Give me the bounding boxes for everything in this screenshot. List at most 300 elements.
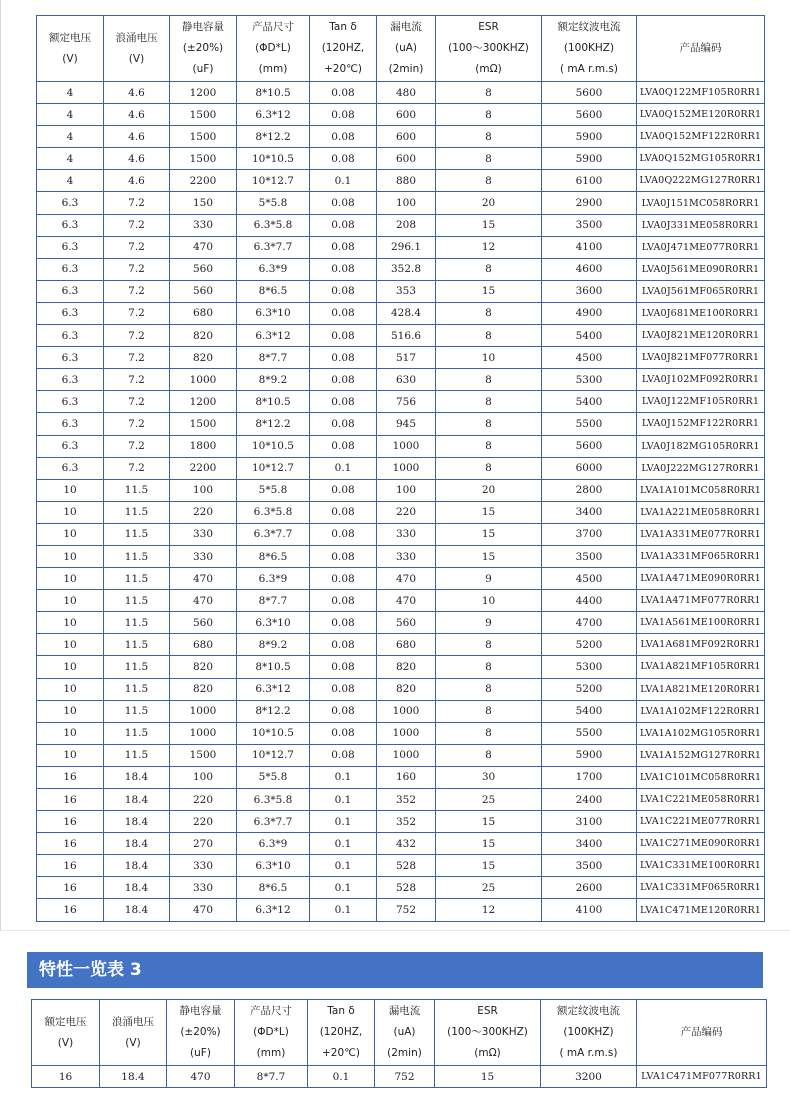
cell-product-size: 8*6.5: [237, 280, 310, 302]
cell-product-size: 10*12.7: [237, 744, 310, 766]
header-line: ( mA r.m.s): [559, 63, 618, 75]
header-line: Tan δ: [327, 1005, 355, 1017]
table-row: [37, 523, 765, 545]
cell-rated-voltage: 6.3: [37, 258, 104, 280]
cell-capacitance: 330: [170, 545, 237, 567]
cell-esr: 8: [436, 700, 542, 722]
cell-leakage-current: 1000: [377, 722, 436, 744]
table-row: [37, 214, 765, 236]
header-line: 静电容量: [179, 1005, 222, 1017]
header-line: Tan δ: [329, 21, 357, 33]
cell-leakage-current: 208: [377, 214, 436, 236]
cell-product-size: 8*7.7: [235, 1066, 308, 1088]
cell-ripple-current: 3600: [542, 280, 637, 302]
cell-product-code: LVA0J182MG105R0RR1: [637, 435, 765, 457]
cell-product-size: 8*7.7: [237, 590, 310, 612]
cell-product-size: 5*5.8: [237, 479, 310, 501]
cell-esr: 10: [436, 347, 542, 369]
header-line: (V): [125, 1036, 141, 1049]
cell-ripple-current: 5900: [542, 744, 637, 766]
cell-rated-voltage: 16: [37, 899, 104, 921]
cell-esr: 8: [436, 722, 542, 744]
cell-product-size: 8*12.2: [237, 126, 310, 148]
cell-esr: 9: [436, 568, 542, 590]
cell-product-size: 6.3*7.7: [237, 811, 310, 833]
cell-capacitance: 330: [170, 523, 237, 545]
cell-leakage-current: 330: [377, 545, 436, 567]
cell-product-size: 6.3*12: [237, 325, 310, 347]
cell-surge-voltage: 7.2: [104, 302, 170, 324]
cell-product-code: LVA0J102MF092R0RR1: [637, 369, 765, 391]
table-row: [37, 126, 765, 148]
table-row: [37, 855, 765, 877]
cell-tan-delta: 0.08: [310, 634, 377, 656]
cell-esr: 9: [436, 612, 542, 634]
cell-rated-voltage: 10: [37, 722, 104, 744]
header-line: ( mA r.m.s): [559, 1047, 618, 1059]
cell-rated-voltage: 10: [37, 590, 104, 612]
cell-leakage-current: 330: [377, 523, 436, 545]
cell-rated-voltage: 6.3: [37, 457, 104, 479]
cell-ripple-current: 2400: [542, 789, 637, 811]
cell-product-code: LVA1C471ME120R0RR1: [637, 899, 765, 921]
cell-esr: 15: [435, 1066, 541, 1088]
cell-esr: 15: [436, 833, 542, 855]
header-ripple-current: [541, 1000, 637, 1066]
cell-product-code: LVA1A101MC058R0RR1: [637, 479, 765, 501]
cell-esr: 15: [436, 501, 542, 523]
cell-ripple-current: 3700: [542, 523, 637, 545]
cell-ripple-current: 5900: [542, 126, 637, 148]
cell-product-code: LVA1A681MF092R0RR1: [637, 634, 765, 656]
header-capacitance: [167, 1000, 235, 1066]
header-line: (mm): [256, 1047, 286, 1059]
cell-tan-delta: 0.08: [310, 722, 377, 744]
cell-rated-voltage: 6.3: [37, 391, 104, 413]
cell-leakage-current: 516.6: [377, 325, 436, 347]
cell-ripple-current: 5600: [542, 104, 637, 126]
header-product-code: [637, 16, 765, 82]
cell-rated-voltage: 4: [37, 148, 104, 170]
cell-leakage-current: 528: [377, 855, 436, 877]
cell-esr: 8: [436, 656, 542, 678]
header-line: 产品尺寸: [250, 1005, 292, 1017]
cell-surge-voltage: 7.2: [104, 391, 170, 413]
section-divider: [0, 930, 790, 931]
cell-product-code: LVA0J471ME077R0RR1: [637, 236, 765, 258]
table-row: [37, 722, 765, 744]
cell-product-code: LVA1A102MF122R0RR1: [637, 700, 765, 722]
cell-surge-voltage: 7.2: [104, 413, 170, 435]
header-esr: [436, 16, 542, 82]
table-row: [37, 148, 765, 170]
table-row: [37, 479, 765, 501]
cell-product-size: 6.3*12: [237, 678, 310, 700]
cell-leakage-current: 820: [377, 678, 436, 700]
cell-product-size: 6.3*10: [237, 612, 310, 634]
cell-leakage-current: 528: [377, 877, 436, 899]
cell-product-code: LVA1C221ME058R0RR1: [637, 789, 765, 811]
cell-tan-delta: 0.08: [310, 612, 377, 634]
header-product-size: [235, 1000, 308, 1066]
cell-esr: 15: [436, 811, 542, 833]
cell-product-code: LVA1A331MF065R0RR1: [637, 545, 765, 567]
header-line: 漏电流: [390, 21, 422, 33]
cell-capacitance: 1500: [170, 104, 237, 126]
cell-esr: 20: [436, 479, 542, 501]
cell-tan-delta: 0.08: [310, 656, 377, 678]
cell-capacitance: 820: [170, 325, 237, 347]
table-row: [37, 280, 765, 302]
table-header-row: [37, 16, 765, 82]
cell-surge-voltage: 7.2: [104, 347, 170, 369]
cell-surge-voltage: 11.5: [104, 501, 170, 523]
cell-leakage-current: 820: [377, 656, 436, 678]
header-line: (V): [62, 52, 78, 65]
header-line: 浪涌电压: [115, 31, 158, 44]
cell-leakage-current: 470: [377, 590, 436, 612]
cell-product-size: 6.3*12: [237, 899, 310, 921]
cell-tan-delta: 0.08: [310, 523, 377, 545]
header-line: (120HZ,: [319, 1026, 363, 1038]
cell-tan-delta: 0.08: [310, 192, 377, 214]
table-row: [37, 678, 765, 700]
cell-tan-delta: 0.08: [310, 236, 377, 258]
header-line: 浪涌电压: [112, 1015, 154, 1028]
cell-surge-voltage: 18.4: [104, 789, 170, 811]
table-row: [37, 656, 765, 678]
cell-surge-voltage: 7.2: [104, 435, 170, 457]
table-row: [37, 369, 765, 391]
header-line: (ΦD*L): [255, 42, 291, 54]
header-line: (V): [57, 1036, 74, 1049]
cell-esr: 25: [436, 877, 542, 899]
cell-leakage-current: 945: [377, 413, 436, 435]
left-frame-line: [0, 0, 1, 930]
cell-product-code: LVA0Q152MG105R0RR1: [637, 148, 765, 170]
cell-rated-voltage: 16: [37, 811, 104, 833]
header-line: (100～300KHZ): [447, 1026, 528, 1038]
cell-rated-voltage: 10: [37, 700, 104, 722]
table-row: [37, 789, 765, 811]
header-line: ESR: [478, 21, 499, 33]
cell-leakage-current: 1000: [377, 700, 436, 722]
cell-capacitance: 820: [170, 656, 237, 678]
cell-esr: 12: [436, 236, 542, 258]
header-line: (V): [128, 52, 145, 65]
cell-product-size: 8*10.5: [237, 656, 310, 678]
table-row: [37, 501, 765, 523]
cell-product-code: LVA0J152MF122R0RR1: [637, 413, 765, 435]
cell-esr: 8: [436, 82, 542, 104]
table-row: [37, 347, 765, 369]
cell-capacitance: 1800: [170, 435, 237, 457]
cell-surge-voltage: 7.2: [104, 192, 170, 214]
cell-product-code: LVA0Q222MG127R0RR1: [637, 170, 765, 192]
cell-esr: 25: [436, 789, 542, 811]
cell-tan-delta: 0.08: [310, 678, 377, 700]
cell-tan-delta: 0.08: [310, 347, 377, 369]
cell-capacitance: 1500: [170, 148, 237, 170]
cell-rated-voltage: 6.3: [37, 214, 104, 236]
cell-ripple-current: 2900: [542, 192, 637, 214]
cell-ripple-current: 3400: [542, 501, 637, 523]
cell-capacitance: 470: [170, 899, 237, 921]
cell-ripple-current: 3500: [542, 545, 637, 567]
cell-product-size: 6.3*10: [237, 855, 310, 877]
cell-product-code: LVA1A471MF077R0RR1: [637, 590, 765, 612]
cell-surge-voltage: 11.5: [104, 590, 170, 612]
cell-ripple-current: 3400: [542, 833, 637, 855]
cell-product-size: 6.3*9: [237, 258, 310, 280]
cell-esr: 8: [436, 148, 542, 170]
cell-esr: 20: [436, 192, 542, 214]
cell-capacitance: 560: [170, 280, 237, 302]
cell-rated-voltage: 6.3: [37, 413, 104, 435]
cell-product-code: LVA1C221ME077R0RR1: [637, 811, 765, 833]
cell-product-size: 10*10.5: [237, 722, 310, 744]
cell-tan-delta: 0.08: [310, 82, 377, 104]
cell-product-code: LVA1A821MF105R0RR1: [637, 656, 765, 678]
cell-product-code: LVA0J222MG127R0RR1: [637, 457, 765, 479]
header-line: 产品尺寸: [252, 21, 294, 33]
header-rated-voltage: [37, 16, 104, 82]
cell-product-code: LVA1A221ME058R0RR1: [637, 501, 765, 523]
cell-surge-voltage: 11.5: [104, 612, 170, 634]
cell-esr: 8: [436, 369, 542, 391]
cell-esr: 8: [436, 744, 542, 766]
table-row: [32, 1066, 767, 1088]
cell-surge-voltage: 11.5: [104, 722, 170, 744]
cell-surge-voltage: 11.5: [104, 479, 170, 501]
cell-product-size: 6.3*12: [237, 104, 310, 126]
cell-ripple-current: 5900: [542, 148, 637, 170]
header-line: (100KHZ): [563, 1026, 614, 1038]
cell-tan-delta: 0.1: [310, 811, 377, 833]
cell-capacitance: 220: [170, 501, 237, 523]
cell-esr: 8: [436, 413, 542, 435]
table-row: [37, 545, 765, 567]
cell-esr: 8: [436, 258, 542, 280]
cell-ripple-current: 3200: [541, 1066, 637, 1088]
cell-tan-delta: 0.08: [310, 214, 377, 236]
cell-tan-delta: 0.1: [310, 833, 377, 855]
header-tan-delta: [310, 16, 377, 82]
cell-surge-voltage: 4.6: [104, 104, 170, 126]
header-line: 额定电压: [44, 1015, 87, 1028]
cell-rated-voltage: 10: [37, 501, 104, 523]
cell-rated-voltage: 16: [37, 877, 104, 899]
cell-product-code: LVA0J331ME058R0RR1: [637, 214, 765, 236]
cell-rated-voltage: 6.3: [37, 369, 104, 391]
cell-tan-delta: 0.08: [310, 369, 377, 391]
cell-product-size: 6.3*5.8: [237, 789, 310, 811]
table-row: [37, 766, 765, 788]
cell-product-code: LVA0J151MC058R0RR1: [637, 192, 765, 214]
header-leakage-current: [375, 1000, 435, 1066]
cell-surge-voltage: 11.5: [104, 545, 170, 567]
cell-capacitance: 1000: [170, 369, 237, 391]
cell-product-code: LVA0Q122MF105R0RR1: [637, 82, 765, 104]
cell-surge-voltage: 4.6: [104, 82, 170, 104]
cell-rated-voltage: 6.3: [37, 236, 104, 258]
cell-surge-voltage: 11.5: [104, 523, 170, 545]
cell-product-size: 8*6.5: [237, 877, 310, 899]
cell-leakage-current: 560: [377, 612, 436, 634]
cell-product-code: LVA1C331ME100R0RR1: [637, 855, 765, 877]
cell-capacitance: 330: [170, 855, 237, 877]
table-row: [37, 236, 765, 258]
table-row: [37, 192, 765, 214]
cell-esr: 8: [436, 435, 542, 457]
cell-tan-delta: 0.08: [310, 258, 377, 280]
header-line: (±20%): [180, 1026, 221, 1038]
cell-capacitance: 470: [170, 236, 237, 258]
cell-ripple-current: 5600: [542, 82, 637, 104]
cell-ripple-current: 5200: [542, 678, 637, 700]
header-line: (100～300KHZ): [448, 42, 529, 54]
header-product-size: [237, 16, 310, 82]
cell-tan-delta: 0.08: [310, 391, 377, 413]
cell-product-size: 8*10.5: [237, 391, 310, 413]
table-row: [37, 811, 765, 833]
table-row: [37, 82, 765, 104]
cell-tan-delta: 0.1: [310, 457, 377, 479]
cell-esr: 8: [436, 126, 542, 148]
cell-ripple-current: 3500: [542, 214, 637, 236]
cell-leakage-current: 480: [377, 82, 436, 104]
cell-surge-voltage: 7.2: [104, 457, 170, 479]
cell-ripple-current: 5600: [542, 435, 637, 457]
cell-esr: 10: [436, 590, 542, 612]
cell-ripple-current: 4100: [542, 236, 637, 258]
cell-product-size: 6.3*9: [237, 833, 310, 855]
cell-product-code: LVA0J561ME090R0RR1: [637, 258, 765, 280]
cell-tan-delta: 0.1: [310, 899, 377, 921]
cell-rated-voltage: 10: [37, 479, 104, 501]
header-surge-voltage: [104, 16, 170, 82]
cell-esr: 15: [436, 523, 542, 545]
cell-product-size: 6.3*9: [237, 568, 310, 590]
cell-tan-delta: 0.08: [310, 744, 377, 766]
cell-product-code: LVA0Q152ME120R0RR1: [637, 104, 765, 126]
cell-esr: 8: [436, 104, 542, 126]
cell-leakage-current: 100: [377, 192, 436, 214]
table-row: [37, 302, 765, 324]
cell-product-code: LVA1A561ME100R0RR1: [637, 612, 765, 634]
cell-leakage-current: 680: [377, 634, 436, 656]
cell-tan-delta: 0.08: [310, 126, 377, 148]
table-row: [37, 258, 765, 280]
cell-product-code: LVA1A331ME077R0RR1: [637, 523, 765, 545]
cell-ripple-current: 4100: [542, 899, 637, 921]
cell-surge-voltage: 18.4: [104, 877, 170, 899]
header-line: (mΩ): [475, 63, 502, 75]
cell-leakage-current: 296.1: [377, 236, 436, 258]
cell-rated-voltage: 6.3: [37, 347, 104, 369]
cell-rated-voltage: 4: [37, 104, 104, 126]
cell-rated-voltage: 6.3: [37, 192, 104, 214]
cell-surge-voltage: 7.2: [104, 214, 170, 236]
cell-product-size: 10*12.7: [237, 170, 310, 192]
table-body: [32, 1066, 767, 1088]
cell-leakage-current: 880: [377, 170, 436, 192]
cell-tan-delta: 0.1: [310, 170, 377, 192]
cell-product-size: 5*5.8: [237, 766, 310, 788]
cell-product-size: 10*10.5: [237, 435, 310, 457]
cell-ripple-current: 4500: [542, 347, 637, 369]
cell-surge-voltage: 18.4: [104, 855, 170, 877]
table-row: [37, 325, 765, 347]
cell-tan-delta: 0.08: [310, 590, 377, 612]
cell-ripple-current: 3100: [542, 811, 637, 833]
cell-surge-voltage: 11.5: [104, 634, 170, 656]
cell-capacitance: 470: [167, 1066, 235, 1088]
header-line: 静电容量: [182, 21, 224, 33]
cell-leakage-current: 756: [377, 391, 436, 413]
cell-leakage-current: 1000: [377, 744, 436, 766]
cell-rated-voltage: 16: [32, 1066, 100, 1088]
cell-product-size: 6.3*7.7: [237, 236, 310, 258]
cell-product-code: LVA1A102MG105R0RR1: [637, 722, 765, 744]
cell-tan-delta: 0.08: [310, 302, 377, 324]
cell-capacitance: 330: [170, 877, 237, 899]
header-line: 产品编码: [679, 42, 722, 54]
cell-tan-delta: 0.08: [310, 479, 377, 501]
header-line: 产品编码: [680, 1026, 723, 1038]
table-row: [37, 435, 765, 457]
cell-ripple-current: 5500: [542, 722, 637, 744]
table-row: [37, 700, 765, 722]
cell-surge-voltage: 7.2: [104, 325, 170, 347]
cell-surge-voltage: 4.6: [104, 148, 170, 170]
cell-ripple-current: 1700: [542, 766, 637, 788]
cell-capacitance: 680: [170, 634, 237, 656]
cell-leakage-current: 160: [377, 766, 436, 788]
cell-rated-voltage: 16: [37, 766, 104, 788]
cell-esr: 8: [436, 170, 542, 192]
header-line: (ΦD*L): [253, 1026, 289, 1038]
cell-rated-voltage: 10: [37, 744, 104, 766]
cell-capacitance: 100: [170, 766, 237, 788]
cell-tan-delta: 0.08: [310, 545, 377, 567]
cell-rated-voltage: 6.3: [37, 280, 104, 302]
section-title-bar: 特性一览表 3: [27, 952, 763, 988]
cell-product-size: 8*10.5: [237, 82, 310, 104]
cell-product-code: LVA1A152MG127R0RR1: [637, 744, 765, 766]
cell-leakage-current: 1000: [377, 435, 436, 457]
table-row: [37, 877, 765, 899]
cell-product-size: 8*9.2: [237, 634, 310, 656]
table-row: [37, 899, 765, 921]
cell-product-size: 8*12.2: [237, 700, 310, 722]
cell-product-code: LVA0J821ME120R0RR1: [637, 325, 765, 347]
header-line: (uA): [394, 42, 418, 54]
cell-product-code: LVA0J561MF065R0RR1: [637, 280, 765, 302]
header-leakage-current: [377, 16, 436, 82]
cell-capacitance: 1000: [170, 722, 237, 744]
cell-ripple-current: 4400: [542, 590, 637, 612]
cell-ripple-current: 2600: [542, 877, 637, 899]
cell-tan-delta: 0.1: [310, 877, 377, 899]
table-row: [37, 457, 765, 479]
cell-leakage-current: 600: [377, 126, 436, 148]
cell-capacitance: 1000: [170, 700, 237, 722]
cell-rated-voltage: 6.3: [37, 302, 104, 324]
cell-leakage-current: 220: [377, 501, 436, 523]
cell-leakage-current: 752: [377, 899, 436, 921]
cell-leakage-current: 352.8: [377, 258, 436, 280]
